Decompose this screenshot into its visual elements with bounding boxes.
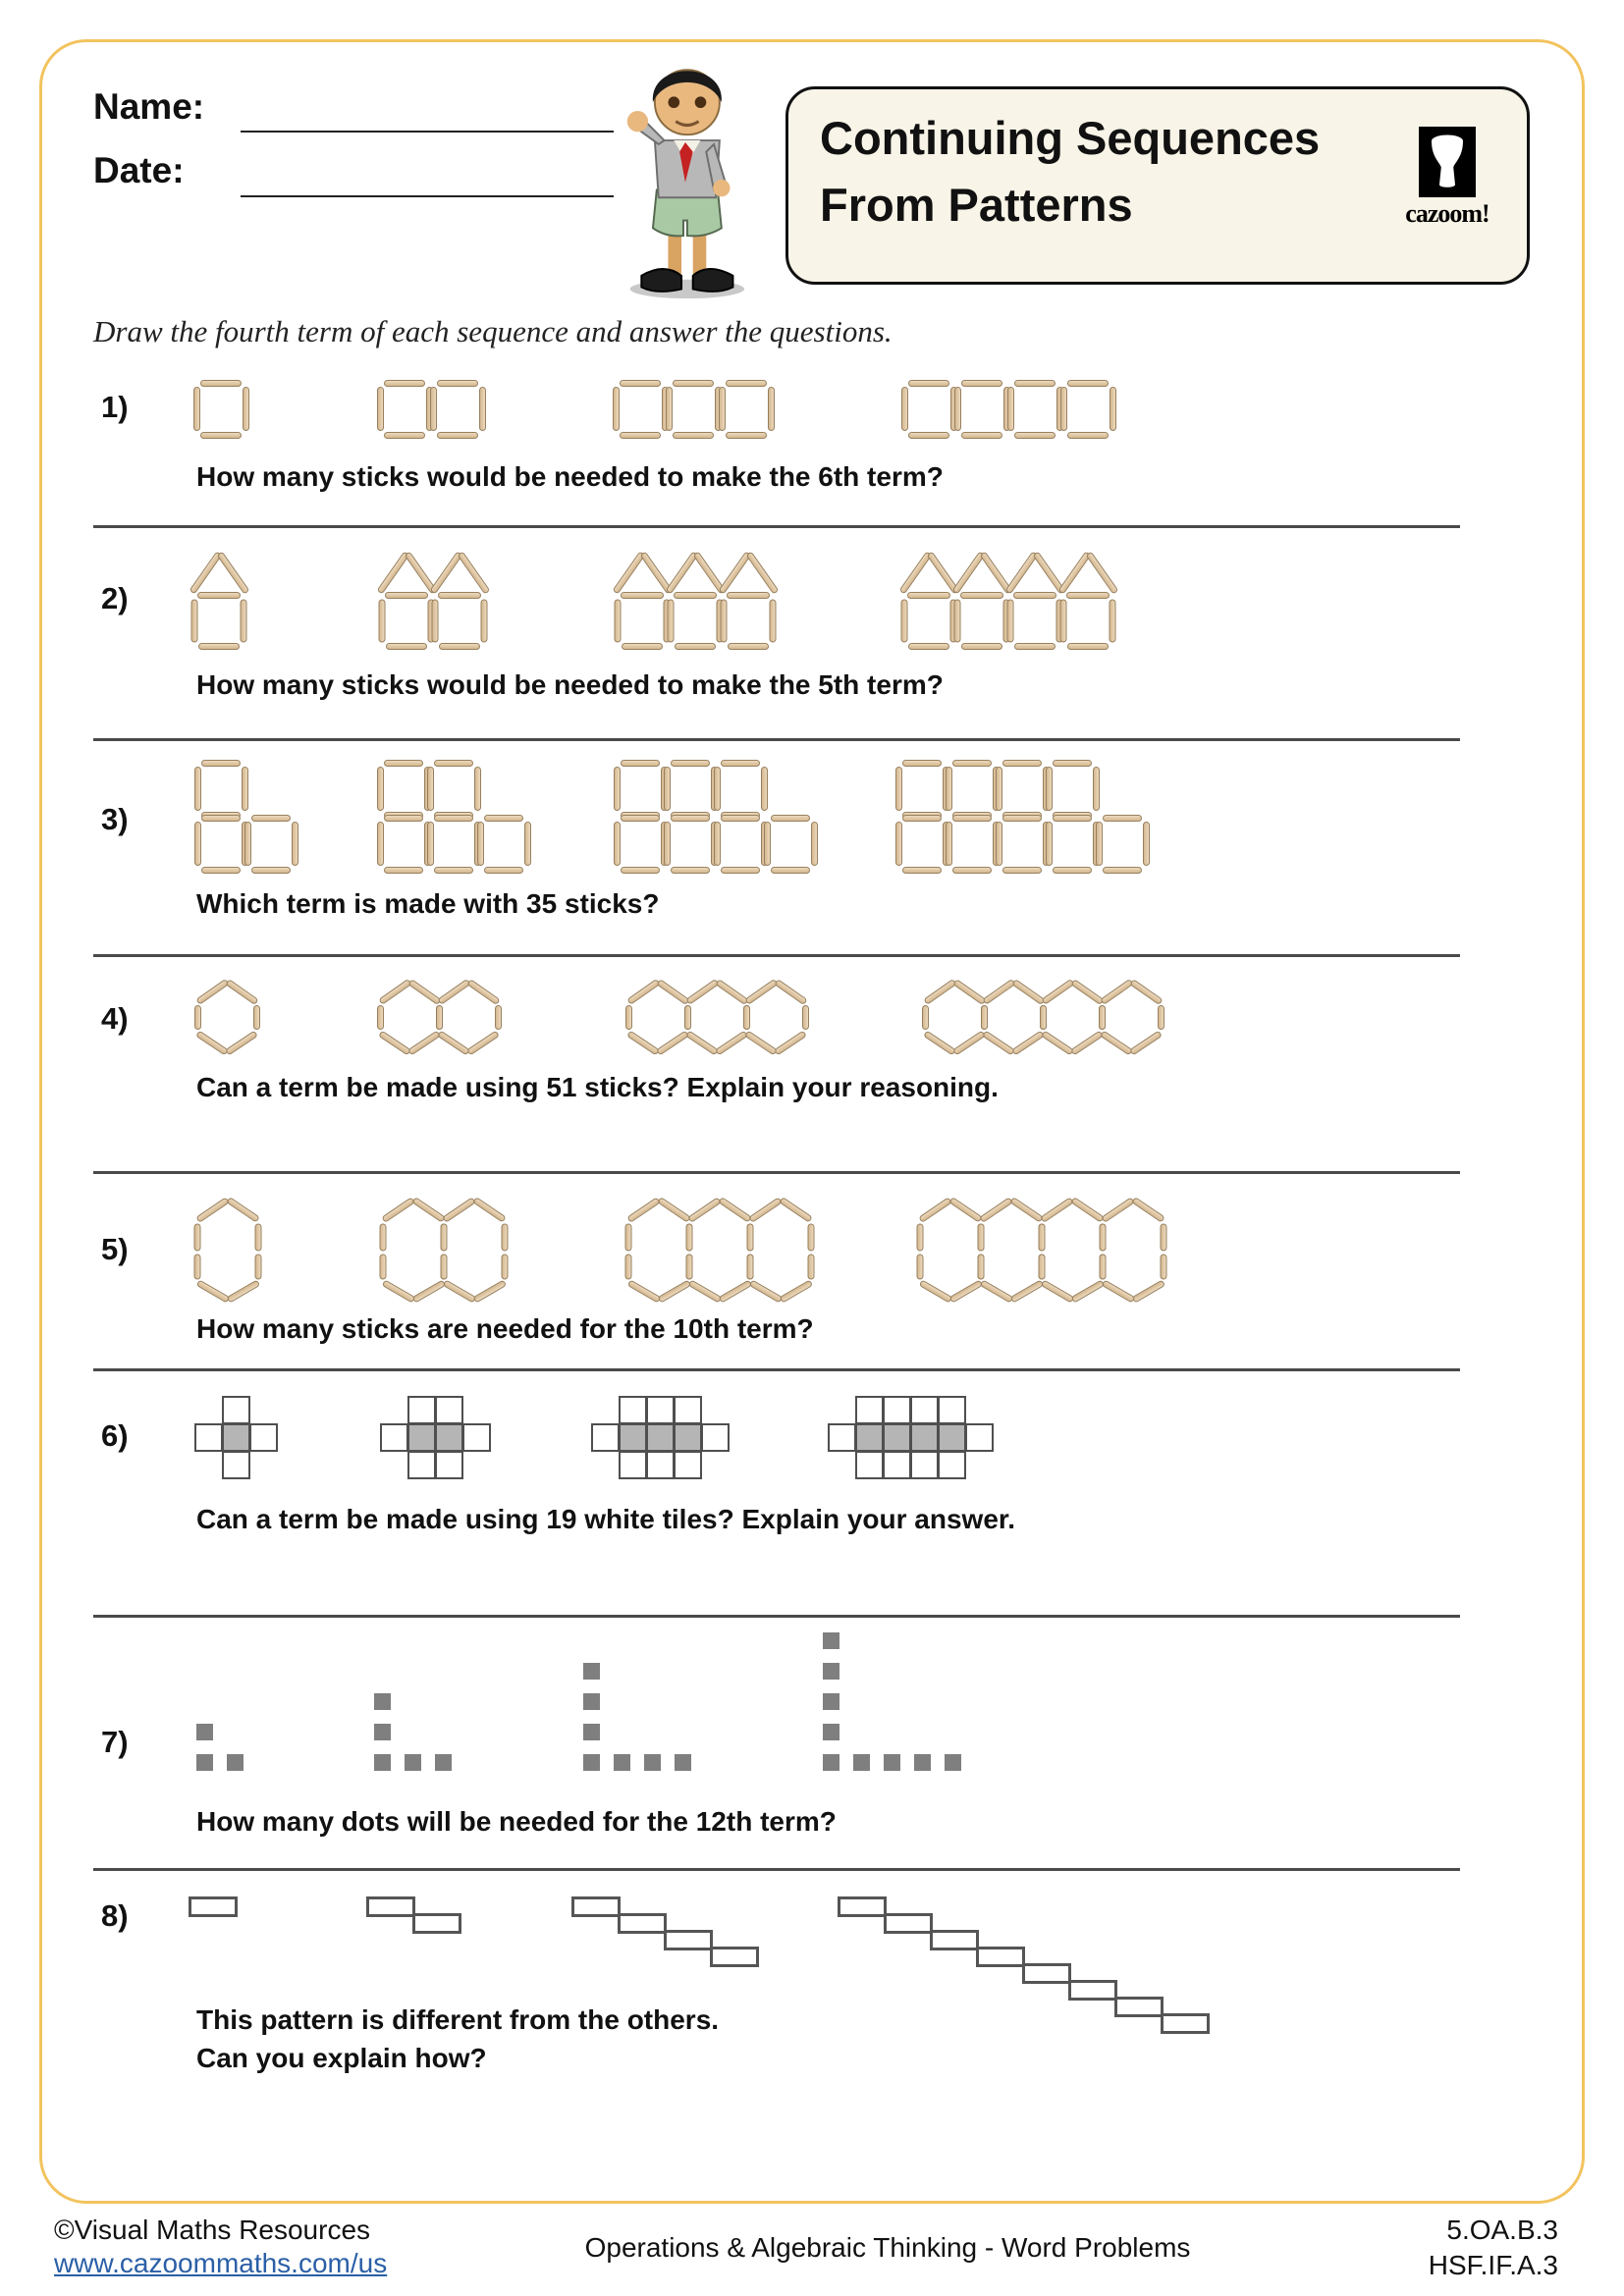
matchstick	[728, 643, 769, 650]
matchstick	[908, 643, 949, 650]
matchstick	[380, 1254, 387, 1279]
matchstick	[747, 1223, 754, 1251]
name-label: Name:	[93, 86, 205, 127]
question-text: How many sticks are needed for the 10th term?	[196, 1313, 814, 1344]
matchstick	[1053, 760, 1092, 767]
stair-rectangle	[664, 1930, 713, 1950]
matchstick	[253, 1005, 260, 1030]
matchstick	[614, 822, 621, 866]
gray-tile	[910, 1423, 939, 1452]
matchstick	[1053, 867, 1092, 874]
question-text: This pattern is different from the others.	[196, 2004, 720, 2035]
white-tile	[965, 1423, 994, 1452]
matchstick	[242, 767, 248, 811]
question-divider	[93, 954, 1460, 957]
matchstick	[434, 760, 473, 767]
matchstick	[901, 387, 908, 431]
matchstick	[385, 592, 428, 599]
question-number: 5)	[101, 1232, 129, 1266]
matchstick	[747, 1254, 754, 1279]
matchstick	[620, 380, 661, 387]
question-number: 1)	[101, 390, 129, 424]
stair-rectangle	[1114, 1997, 1164, 2017]
matchstick	[673, 432, 714, 439]
matchstick	[671, 867, 710, 874]
matchstick	[1060, 599, 1067, 642]
matchstick	[437, 432, 478, 439]
name-line[interactable]	[241, 131, 614, 133]
white-tile	[855, 1396, 884, 1424]
matchstick	[1103, 867, 1142, 874]
matchstick	[802, 1005, 809, 1030]
gray-tile	[646, 1423, 675, 1452]
gray-tile	[938, 1423, 966, 1452]
dot	[823, 1724, 839, 1740]
matchstick	[895, 822, 902, 866]
matchstick	[673, 380, 714, 387]
white-tile	[883, 1451, 911, 1479]
cazoom-logo-text: cazoom!	[1405, 199, 1489, 228]
worksheet-title-line1: Continuing Sequences	[820, 112, 1321, 164]
matchstick	[1014, 380, 1056, 387]
matchstick	[201, 815, 241, 822]
matchstick	[952, 760, 992, 767]
matchstick	[674, 592, 717, 599]
white-tile	[701, 1423, 730, 1452]
matchstick	[664, 767, 671, 811]
matchstick	[811, 822, 818, 866]
question-number: 8)	[101, 1898, 129, 1933]
matchstick	[434, 815, 473, 822]
stair-rectangle	[1068, 1980, 1117, 2001]
matchstick	[377, 387, 384, 431]
matchstick	[1100, 1223, 1107, 1251]
dot	[583, 1754, 600, 1771]
matchstick	[477, 822, 484, 866]
question-text: How many sticks would be needed to make the 5th term?	[196, 669, 944, 700]
matchstick	[1066, 592, 1110, 599]
matchstick	[502, 1254, 509, 1279]
white-tile	[380, 1423, 408, 1452]
matchstick	[952, 867, 992, 874]
matchstick	[384, 380, 425, 387]
matchstick	[481, 599, 488, 642]
question-number: 3)	[101, 802, 129, 836]
matchstick	[625, 1254, 632, 1279]
matchstick	[384, 867, 423, 874]
dot	[823, 1663, 839, 1680]
instruction-text: Draw the fourth term of each sequence and answer the questions.	[93, 314, 893, 348]
matchstick	[954, 599, 961, 642]
question-text: Can you explain how?	[196, 2043, 487, 2073]
matchstick	[292, 822, 298, 866]
matchstick	[946, 767, 952, 811]
matchstick	[1060, 387, 1067, 431]
footer-copyright: ©Visual Maths Resources	[54, 2215, 371, 2245]
matchstick	[686, 1254, 693, 1279]
page-border	[39, 39, 1585, 2204]
cazoom-logo	[1393, 127, 1501, 229]
dot	[583, 1693, 600, 1710]
matchstick	[721, 760, 760, 767]
matchstick	[502, 1223, 509, 1251]
matchstick	[198, 643, 240, 650]
matchstick	[255, 1223, 262, 1251]
matchstick	[1007, 387, 1014, 431]
white-tile	[435, 1396, 463, 1424]
question-divider	[93, 1368, 1460, 1371]
matchstick	[191, 599, 198, 642]
dot	[644, 1754, 661, 1771]
gray-tile	[222, 1423, 250, 1452]
matchstick	[714, 767, 721, 811]
matchstick	[1046, 767, 1053, 811]
dot	[853, 1754, 870, 1771]
matchstick	[808, 1254, 815, 1279]
matchstick	[996, 767, 1002, 811]
matchstick	[194, 1223, 201, 1251]
matchstick	[484, 815, 523, 822]
white-tile	[619, 1396, 647, 1424]
dot	[374, 1724, 391, 1740]
matchstick	[1007, 599, 1014, 642]
matchstick	[771, 815, 810, 822]
question-number: 6)	[101, 1418, 129, 1453]
matchstick	[1013, 592, 1056, 599]
white-tile	[591, 1423, 620, 1452]
footer-website-link[interactable]: www.cazoommaths.com/us	[54, 2248, 388, 2278]
matchstick	[1002, 867, 1042, 874]
dot	[196, 1754, 213, 1771]
dot	[914, 1754, 931, 1771]
matchstick	[377, 1005, 384, 1030]
question-text: How many dots will be needed for the 12th term?	[196, 1806, 837, 1837]
white-tile	[407, 1451, 436, 1479]
matchstick	[764, 822, 771, 866]
matchstick	[996, 822, 1002, 866]
matchstick	[960, 592, 1003, 599]
dot	[196, 1724, 213, 1740]
matchstick	[908, 380, 949, 387]
white-tile	[462, 1423, 491, 1452]
matchstick	[484, 867, 523, 874]
gray-tile	[883, 1423, 911, 1452]
matchstick	[200, 432, 242, 439]
matchstick	[384, 760, 423, 767]
matchstick	[686, 1223, 693, 1251]
matchstick	[978, 1223, 985, 1251]
matchstick	[1161, 1223, 1167, 1251]
matchstick	[664, 822, 671, 866]
matchstick	[200, 380, 242, 387]
stair-rectangle	[710, 1947, 759, 1967]
matchstick	[1067, 432, 1109, 439]
matchstick	[432, 599, 439, 642]
matchstick	[244, 822, 251, 866]
stair-rectangle	[571, 1896, 621, 1917]
matchstick	[251, 867, 291, 874]
white-tile	[619, 1451, 647, 1479]
matchstick	[621, 867, 660, 874]
matchstick	[1103, 815, 1142, 822]
stair-rectangle	[1022, 1963, 1071, 1984]
matchstick	[902, 760, 942, 767]
matchstick	[1110, 599, 1116, 642]
matchstick	[201, 867, 241, 874]
matchstick	[474, 767, 481, 811]
matchstick	[434, 867, 473, 874]
stair-rectangle	[412, 1913, 461, 1934]
stair-rectangle	[189, 1896, 238, 1917]
dot	[675, 1754, 691, 1771]
matchstick	[625, 1223, 632, 1251]
matchstick	[430, 387, 437, 431]
matchstick	[902, 815, 942, 822]
matchstick	[386, 643, 427, 650]
matchstick	[251, 815, 291, 822]
dot	[405, 1754, 421, 1771]
matchstick	[902, 867, 942, 874]
question-text: How many sticks would be needed to make the 6th term?	[196, 461, 944, 492]
matchstick	[768, 387, 775, 431]
question-text: Can a term be made using 51 sticks? Explain your reasoning.	[196, 1072, 999, 1102]
stair-rectangle	[838, 1896, 887, 1917]
dot	[374, 1754, 391, 1771]
matchstick	[719, 387, 726, 431]
dot	[435, 1754, 452, 1771]
matchstick	[721, 867, 760, 874]
matchstick	[377, 822, 384, 866]
matchstick	[1014, 643, 1056, 650]
footer-standard-2: HSF.IF.A.3	[1428, 2250, 1558, 2280]
dot	[583, 1724, 600, 1740]
matchstick	[952, 815, 992, 822]
matchstick	[621, 760, 660, 767]
matchstick	[479, 387, 486, 431]
matchstick	[193, 387, 200, 431]
matchstick	[1002, 815, 1042, 822]
dot	[374, 1693, 391, 1710]
matchstick	[675, 643, 716, 650]
matchstick	[194, 1005, 201, 1030]
cazoom-drum-icon	[1419, 127, 1476, 197]
matchstick	[1099, 1005, 1106, 1030]
white-tile	[194, 1423, 223, 1452]
matchstick	[1014, 432, 1056, 439]
question-divider	[93, 525, 1460, 528]
dot	[227, 1754, 244, 1771]
matchstick	[1067, 643, 1109, 650]
gray-tile	[407, 1423, 436, 1452]
matchstick	[622, 643, 663, 650]
matchstick	[1096, 822, 1103, 866]
title-box	[785, 86, 1530, 285]
matchstick	[714, 822, 721, 866]
matchstick	[917, 1254, 924, 1279]
matchstick	[907, 592, 950, 599]
matchstick	[427, 767, 434, 811]
matchstick	[255, 1254, 262, 1279]
gray-tile	[619, 1423, 647, 1452]
matchstick	[961, 380, 1002, 387]
matchstick	[380, 1223, 387, 1251]
matchstick	[201, 760, 241, 767]
matchstick	[243, 387, 249, 431]
matchstick	[438, 592, 481, 599]
matchstick	[194, 822, 201, 866]
white-tile	[222, 1451, 250, 1479]
dot	[823, 1754, 839, 1771]
matchstick	[961, 432, 1002, 439]
question-text: Can a term be made using 19 white tiles? Explain your answer.	[196, 1504, 1016, 1534]
matchstick	[241, 599, 247, 642]
white-tile	[407, 1396, 436, 1424]
matchstick	[721, 599, 728, 642]
matchstick	[726, 380, 767, 387]
matchstick	[1161, 1254, 1167, 1279]
matchstick	[439, 643, 480, 650]
matchstick	[621, 592, 664, 599]
stair-rectangle	[884, 1913, 933, 1934]
matchstick	[954, 387, 961, 431]
white-tile	[435, 1451, 463, 1479]
question-number: 2)	[101, 581, 129, 615]
matchstick	[978, 1254, 985, 1279]
dot	[823, 1693, 839, 1710]
matchstick	[961, 643, 1002, 650]
matchstick	[1100, 1254, 1107, 1279]
matchstick	[384, 815, 423, 822]
white-tile	[828, 1423, 856, 1452]
matchstick	[671, 815, 710, 822]
matchstick	[901, 599, 908, 642]
matchstick	[981, 1005, 988, 1030]
dot	[823, 1632, 839, 1649]
matchstick	[377, 767, 384, 811]
matchstick	[721, 815, 760, 822]
matchstick	[1002, 760, 1042, 767]
matchstick	[917, 1223, 924, 1251]
question-number: 4)	[101, 1001, 129, 1036]
footer-standard-1: 5.OA.B.3	[1446, 2215, 1558, 2245]
matchstick	[1143, 822, 1150, 866]
footer-topic: Operations & Algebraic Thinking - Word Problems	[584, 2232, 1191, 2263]
date-line[interactable]	[241, 195, 614, 197]
white-tile	[674, 1396, 702, 1424]
matchstick	[726, 432, 767, 439]
question-divider	[93, 738, 1460, 741]
matchstick	[771, 867, 810, 874]
matchstick	[625, 1005, 632, 1030]
matchstick	[808, 1223, 815, 1251]
matchstick	[668, 599, 675, 642]
white-tile	[249, 1423, 278, 1452]
matchstick	[770, 599, 777, 642]
matchstick	[194, 767, 201, 811]
date-label: Date:	[93, 150, 185, 190]
matchstick	[908, 432, 949, 439]
stair-rectangle	[976, 1947, 1025, 1967]
stair-rectangle	[366, 1896, 415, 1917]
dot	[614, 1754, 630, 1771]
matchstick	[727, 592, 770, 599]
matchstick	[427, 822, 434, 866]
matchstick	[1040, 1005, 1047, 1030]
white-tile	[855, 1451, 884, 1479]
stair-rectangle	[618, 1913, 667, 1934]
matchstick	[384, 432, 425, 439]
matchstick	[621, 815, 660, 822]
dot	[583, 1663, 600, 1680]
matchstick	[671, 760, 710, 767]
matchstick	[441, 1223, 448, 1251]
matchstick	[524, 822, 531, 866]
question-divider	[93, 1171, 1460, 1174]
student-cartoon	[587, 45, 780, 302]
white-tile	[910, 1451, 939, 1479]
gray-tile	[674, 1423, 702, 1452]
dot	[884, 1754, 900, 1771]
white-tile	[883, 1396, 911, 1424]
worksheet-title-line2: From Patterns	[820, 179, 1133, 231]
matchstick	[666, 387, 673, 431]
matchstick	[1053, 815, 1092, 822]
question-text: Which term is made with 35 sticks?	[196, 888, 660, 919]
matchstick	[1039, 1223, 1046, 1251]
white-tile	[910, 1396, 939, 1424]
white-tile	[674, 1451, 702, 1479]
white-tile	[938, 1451, 966, 1479]
matchstick	[895, 767, 902, 811]
question-number: 7)	[101, 1725, 129, 1759]
matchstick	[1110, 387, 1116, 431]
matchstick	[437, 380, 478, 387]
matchstick	[613, 387, 620, 431]
matchstick	[946, 822, 952, 866]
question-divider	[93, 1868, 1460, 1871]
dot	[945, 1754, 961, 1771]
gray-tile	[435, 1423, 463, 1452]
question-divider	[93, 1615, 1460, 1618]
white-tile	[646, 1451, 675, 1479]
matchstick	[1158, 1005, 1164, 1030]
gray-tile	[855, 1423, 884, 1452]
white-tile	[646, 1396, 675, 1424]
matchstick	[379, 599, 386, 642]
stair-rectangle	[1161, 2013, 1210, 2034]
matchstick	[922, 1005, 929, 1030]
matchstick	[1046, 822, 1053, 866]
matchstick	[441, 1254, 448, 1279]
matchstick	[620, 432, 661, 439]
matchstick	[1093, 767, 1100, 811]
matchstick	[1067, 380, 1109, 387]
white-tile	[938, 1396, 966, 1424]
matchstick	[1039, 1254, 1046, 1279]
matchstick	[743, 1005, 750, 1030]
matchstick	[436, 1005, 443, 1030]
matchstick	[495, 1005, 502, 1030]
stair-rectangle	[930, 1930, 979, 1950]
matchstick	[197, 592, 241, 599]
matchstick	[761, 767, 768, 811]
matchstick	[684, 1005, 691, 1030]
matchstick	[194, 1254, 201, 1279]
matchstick	[614, 767, 621, 811]
matchstick	[615, 599, 622, 642]
white-tile	[222, 1396, 250, 1424]
